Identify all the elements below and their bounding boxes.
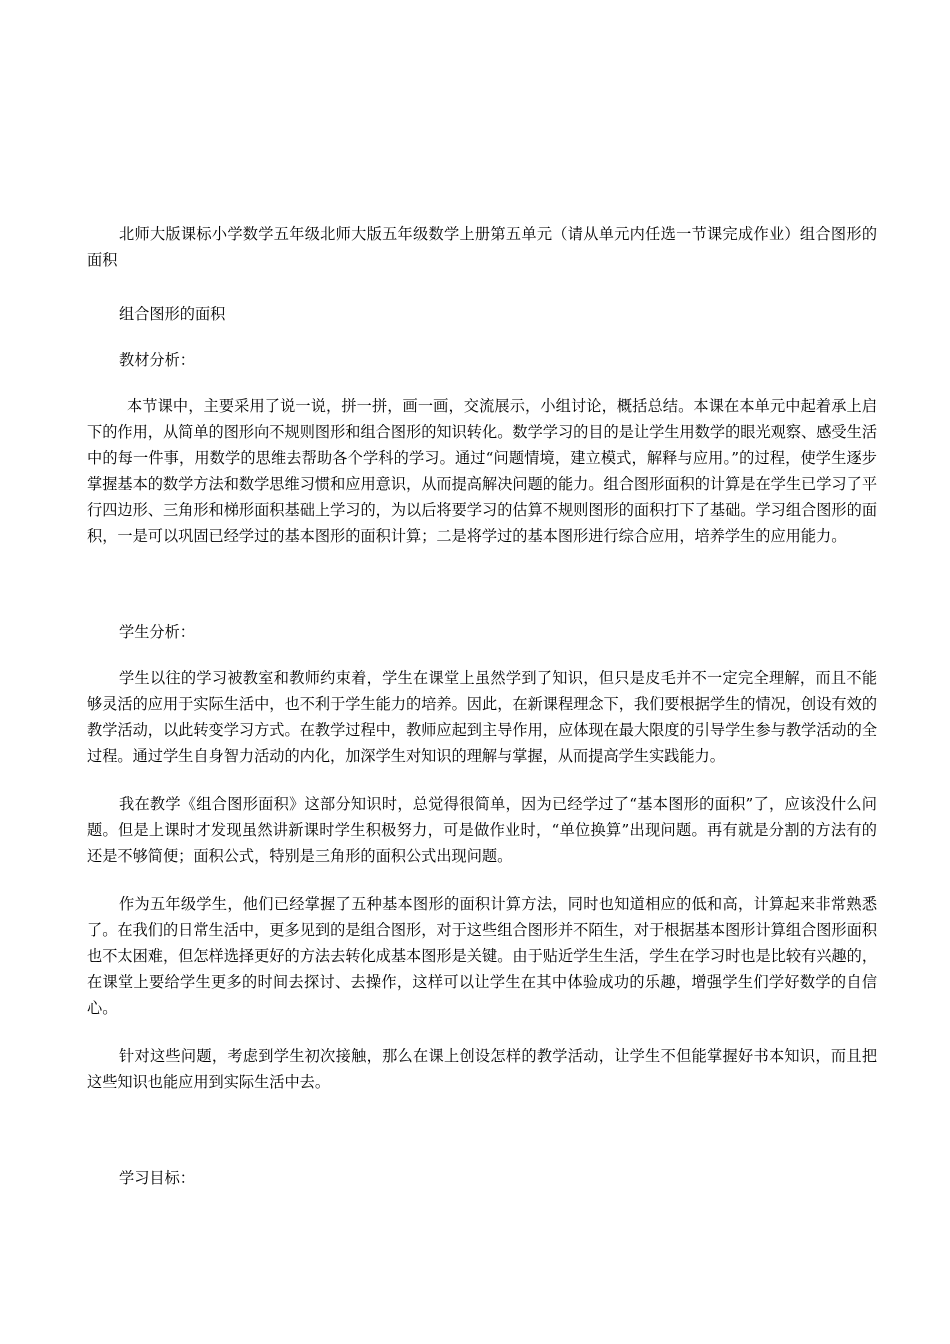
student-analysis-paragraph: 学生以往的学习被教室和教师约束着，学生在课堂上虽然学到了知识，但只是皮毛并不一定完全理解，而且不能够灵活的应用于实际生活中，也不利于学生能力的培养。因此，在新课程理念下，我们要根据学生的情况，创设有效的教学活动，以此转变学习方式。在教学过程中，教师应起到主导作用，应体现在最大限度的引导学生参与教学活动的全过程。通过学生自身智力活动的内化，加深学生对知识的理解与掌握，从而提高学生实践能力。: [87, 669, 877, 765]
lesson-title: 组合图形的面积: [119, 305, 226, 323]
student-analysis-paragraph: 针对这些问题，考虑到学生初次接触，那么在课上创设怎样的教学活动，让学生不但能掌握好书本知识，而且把这些知识也能应用到实际生活中去。: [87, 1047, 877, 1091]
document-title-line: 北师大版课标小学数学五年级北师大版五年级数学上册第五单元（请从单元内任选一节课完成作业）组合图形的面积: [87, 225, 877, 269]
student-analysis-paragraph: 作为五年级学生，他们已经掌握了五种基本图形的面积计算方法，同时也知道相应的低和高，计算起来非常熟悉了。在我们的日常生活中，更多见到的是组合图形，对于这些组合图形并不陌生，对于根据基本图形计算组合图形面积也不太困难，但怎样选择更好的方法去转化成基本图形是关键。由于贴近学生生活，学生在学习时也是比较有兴趣的，在课堂上要给学生更多的时间去探讨、去操作，这样可以让学生在其中体验成功的乐趣，增强学生们学好数学的自信心。: [87, 895, 877, 1017]
student-analysis-heading: 学生分析：: [119, 623, 195, 641]
document-page: [87, 221, 877, 1211]
textbook-analysis-body: 本节课中，主要采用了说一说，拼一拼，画一画，交流展示，小组讨论，概括总结。本课在本单元中起着承上启下的作用，从简单的图形向不规则图形和组合图形的知识转化。数学学习的目的是让学生用数学的眼光观察、感受生活中的每一件事，用数学的思维去帮助各个学科的学习。通过“问题情境，建立模式，解释与应用。”的过程，使学生逐步掌握基本的数学方法和数学思维习惯和应用意识，从而提高解决问题的能力。组合图形面积的计算是在学生已学习了平行四边形、三角形和梯形面积基础上学习的，为以后将要学习的估算不规则图形的面积打下了基础。学习组合图形的面积，一是可以巩固已经学过的基本图形的面积计算；二是将学过的基本图形进行综合应用，培养学生的应用能力。: [87, 397, 877, 545]
learning-goals-heading: 学习目标：: [119, 1169, 195, 1187]
textbook-analysis-heading: 教材分析：: [119, 351, 195, 369]
student-analysis-paragraph: 我在教学《组合图形面积》这部分知识时，总觉得很简单，因为已经学过了“基本图形的面积”了，应该没什么问题。但是上课时才发现虽然讲新课时学生积极努力，可是做作业时，“单位换算”出现问题。再有就是分割的方法有的还是不够简便；面积公式，特别是三角形的面积公式出现问题。: [87, 795, 877, 865]
